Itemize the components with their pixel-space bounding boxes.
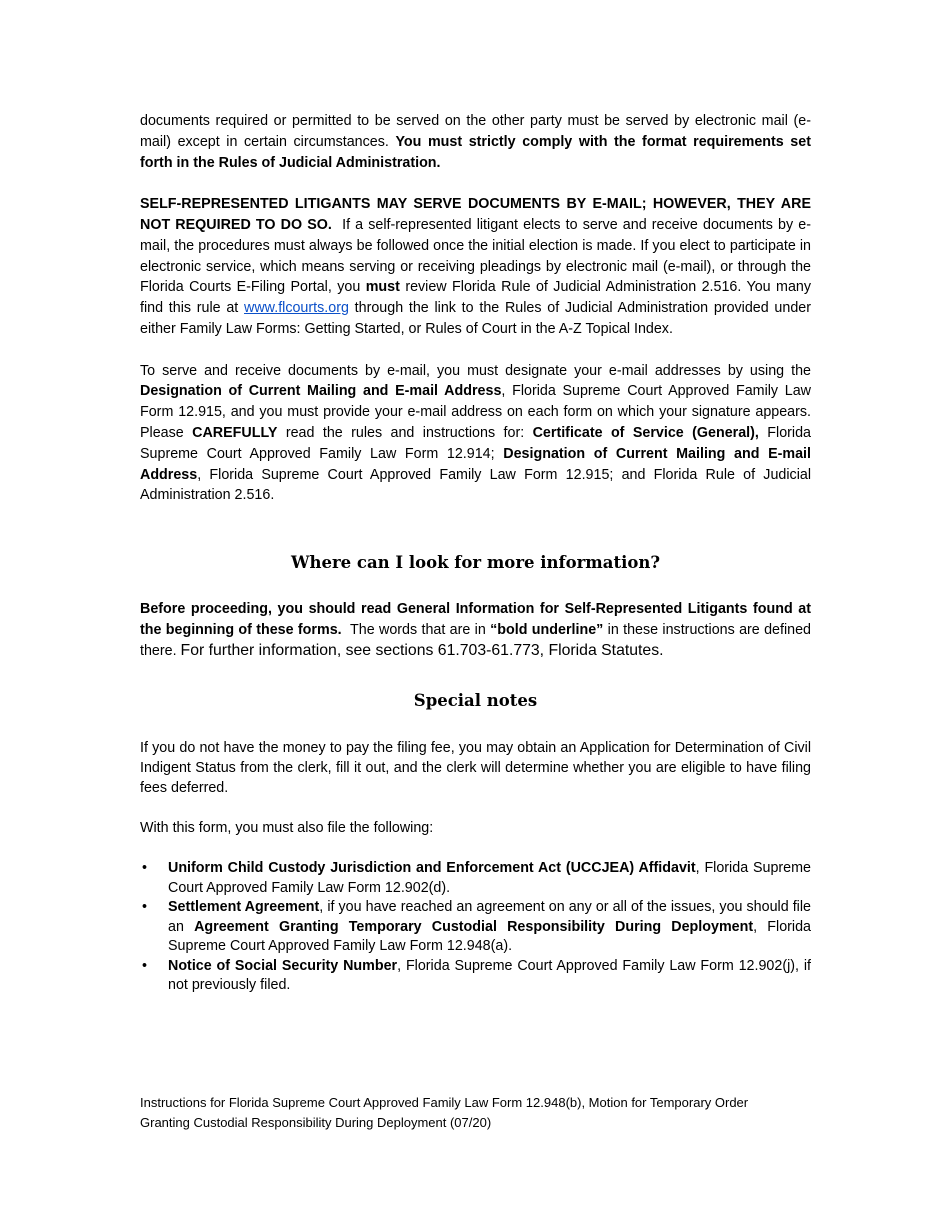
email-service-paragraph: documents required or permitted to be served on the other party must be served by electronic mail (e-mail) except in certain circumstances. You must strictly comply with the format requirements set forth in the Rules of Judicial Administration.	[140, 113, 811, 171]
bullet-icon: •	[142, 899, 148, 916]
statutes-reference: For further information, see sections 61.703-61.773, Florida Statutes.	[180, 641, 664, 659]
bullet-icon: •	[142, 860, 148, 877]
format-requirement-notice: You must strictly comply with the format requirements set forth in the Rules of Judicial Administration.	[140, 133, 811, 171]
special-notes-heading: Special notes	[413, 690, 538, 710]
self-represented-paragraph: SELF-REPRESENTED LITIGANTS MAY SERVE DOCUMENTS BY E-MAIL; HOWEVER, THEY ARE NOT REQUIRED TO DO SO. If a self-represented litigant elects to serve and receive documents by e-mail, the procedures must always be followed once the initial election is made. If you elect to participate in electronic service, which means serving or receiving pleadings by electronic mail (e-mail), or through the Florida Courts E-Filing Portal, you must review Florida Rule of Judicial Administration 2.516. You many find this rule at www.flcourts.org through the link to the Rules of Judicial Administration provided under either Family Law Forms: Getting Started, or Rules of Court in the A-Z Topical Index.	[140, 196, 811, 337]
self-represented-notice: SELF-REPRESENTED LITIGANTS MAY SERVE DOCUMENTS BY E-MAIL; HOWEVER, THEY ARE NOT REQUIRED TO DO SO.	[140, 196, 811, 233]
bullet-icon: •	[142, 957, 148, 974]
designation-paragraph: To serve and receive documents by e-mail, you must designate your e-mail addresses by using the Designation of Current Mailing and E-mail Address, Florida Supreme Court Approved Family Law Form 12.915, and you must provide your e-mail address on each form on which your signature appears. Please CAREFULLY read the rules and instructions for: Certificate of Service (General), Florida Supreme Court Approved Family Law Form 12.914; Designation of Current Mailing and E-mail Address, Florida Supreme Court Approved Family Law Form 12.915; and Florida Rule of Judicial Administration 2.516.	[140, 362, 811, 504]
document-page	[140, 111, 811, 996]
page-footer	[140, 1093, 820, 1132]
footer-line-2: Granting Custodial Responsibility During Deployment (07/20)	[140, 1114, 492, 1130]
list-item: • Uniform Child Custody Jurisdiction and Enforcement Act (UCCJEA) Affidavit, Florida Supreme Court Approved Family Law Form 12.902(d).	[142, 860, 811, 896]
footer-line-1: Instructions for Florida Supreme Court Approved Family Law Form 12.948(b), Motion for Temporary Order	[140, 1095, 749, 1110]
list-item: • Notice of Social Security Number, Florida Supreme Court Approved Family Law Form 12.902(j), if not previously filed.	[142, 957, 811, 994]
flcourts-link[interactable]: www.flcourts.org	[244, 300, 349, 317]
also-file-paragraph: With this form, you must also file the following:	[140, 820, 434, 837]
indigent-status-paragraph: If you do not have the money to pay the filing fee, you may obtain an Application for Determination of Civil Indigent Status from the clerk, fill it out, and the clerk will determine whether you are eligible to have filing fees deferred.	[140, 739, 811, 796]
list-item: • Settlement Agreement, if you have reached an agreement on any or all of the issues, you should file an Agreement Granting Temporary Custodial Responsibility During Deployment, Florida Supreme Court Approved Family Law Form 12.948(a).	[142, 899, 811, 955]
required-forms-list	[140, 859, 811, 996]
more-information-heading: Where can I look for more information?	[290, 553, 661, 573]
more-information-paragraph: Before proceeding, you should read General Information for Self-Represented Litigants found at the beginning of these forms. The words that are in “bold underline” in these instructions are defined there. For further information, see sections 61.703-61.773, Florida Statutes.	[140, 601, 811, 659]
